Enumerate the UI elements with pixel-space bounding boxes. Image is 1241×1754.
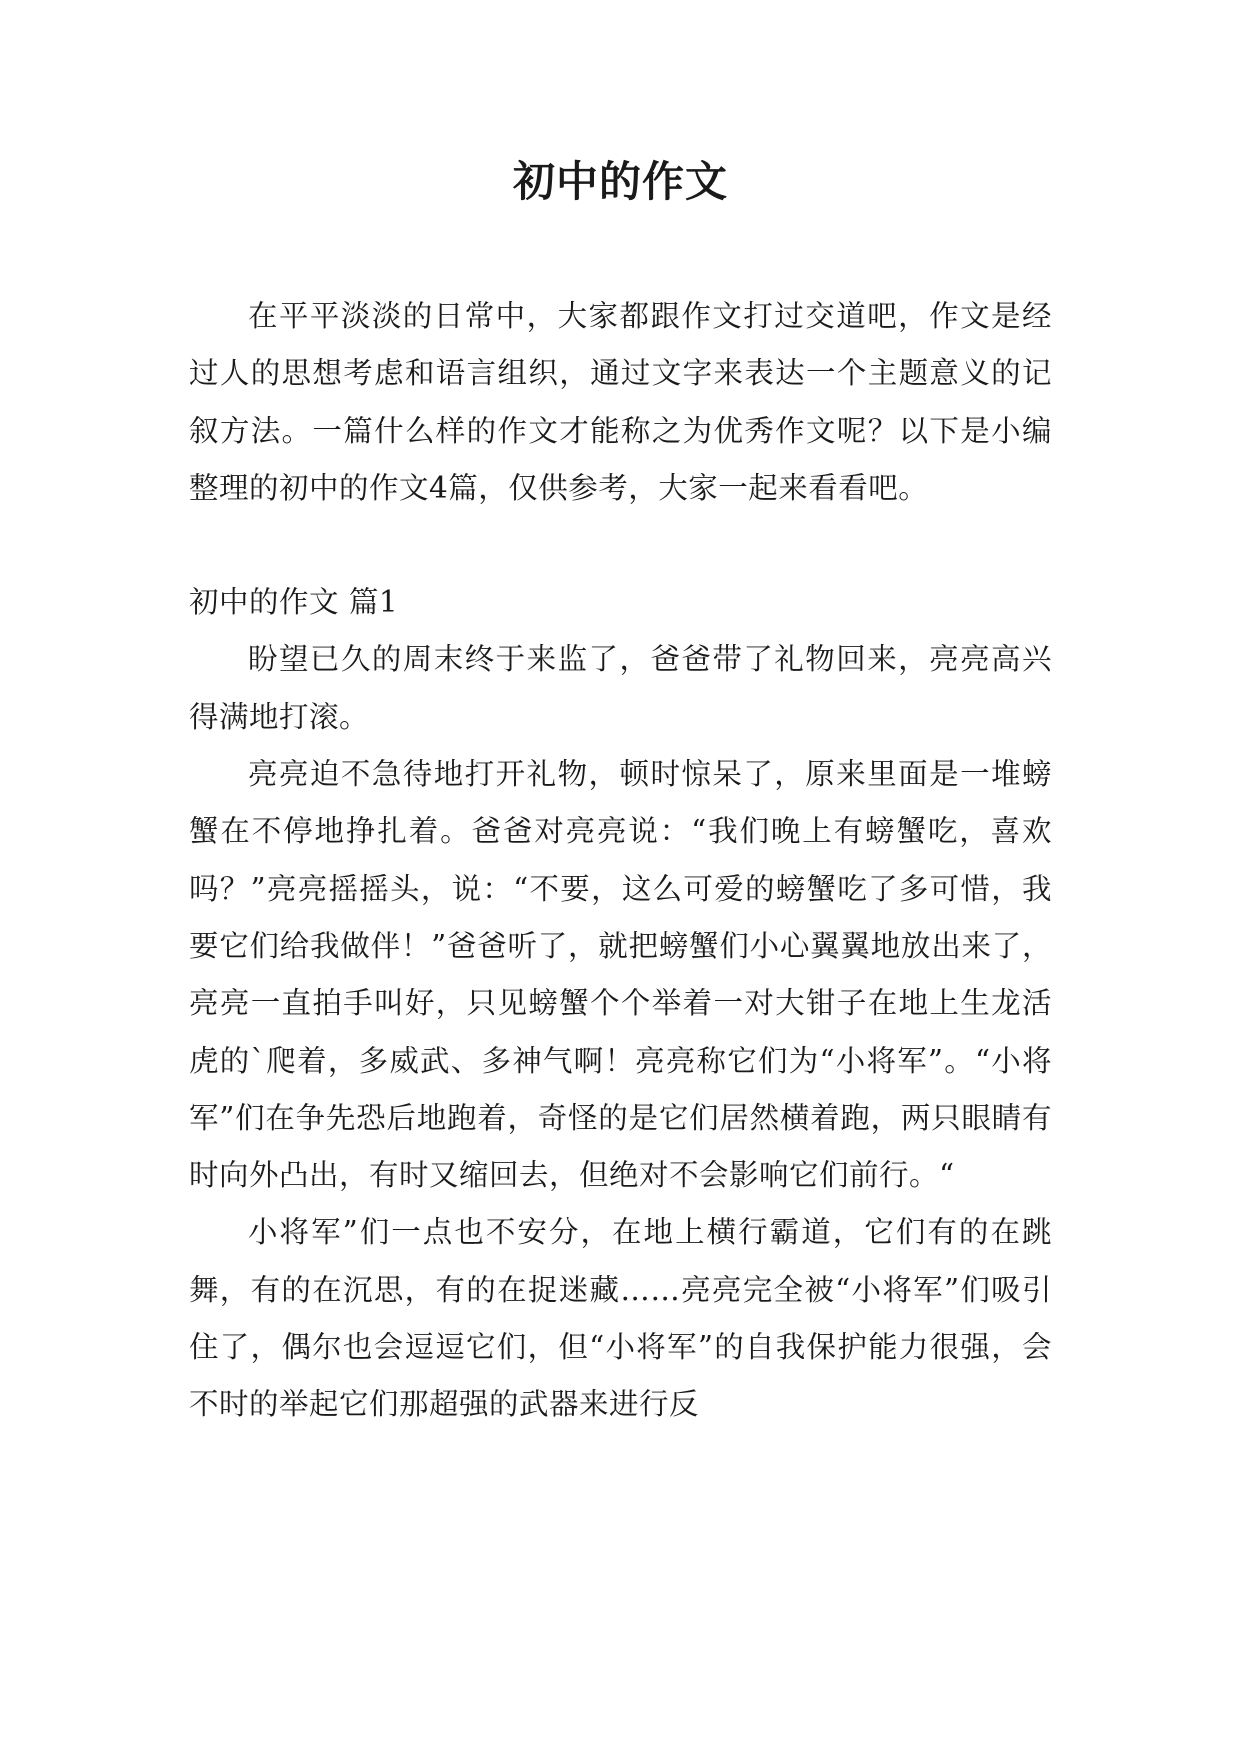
page-title: 初中的作文 [512, 157, 728, 206]
intro-paragraph: 在平平淡淡的日常中，大家都跟作文打过交道吧，作文是经过人的思想考虑和语言组织，通过文字来表达一个主题意义的记叙方法。一篇什么样的作文才能称之为优秀作文呢？以下是小编整理的初中的作文4篇，仅供参考，大家一起来看看吧。 [189, 299, 1052, 505]
body-paragraph: 亮亮迫不急待地打开礼物，顿时惊呆了，原来里面是一堆螃蟹在不停地挣扎着。爸爸对亮亮说：“我们晚上有螃蟹吃，喜欢吗？”亮亮摇摇头，说：“不要，这么可爱的螃蟹吃了多可惜，我要它们给我做伴！”爸爸听了，就把螃蟹们小心翼翼地放出来了，亮亮一直拍手叫好，只见螃蟹个个举着一对大钳子在地上生龙活虎的`爬着，多威武、多神气啊！亮亮称它们为“小将军”。“小将军”们在争先恐后地跑着，奇怪的是它们居然横着跑，两只眼睛有时向外凸出，有时又缩回去，但绝对不会影响它们前行。“ [189, 757, 1052, 1193]
section-heading: 初中的作文 篇1 [189, 585, 399, 620]
body-paragraph: 盼望已久的周末终于来监了，爸爸带了礼物回来，亮亮高兴得满地打滚。 [189, 642, 1052, 734]
body-paragraph: 小将军”们一点也不安分，在地上横行霸道，它们有的在跳舞，有的在沉思，有的在捉迷藏……亮亮完全被“小将军”们吸引住了，偶尔也会逗逗它们，但“小将军”的自我保护能力很强，会不时的举起它们那超强的武器来进行反 [189, 1215, 1052, 1422]
document-body [189, 288, 1052, 1434]
